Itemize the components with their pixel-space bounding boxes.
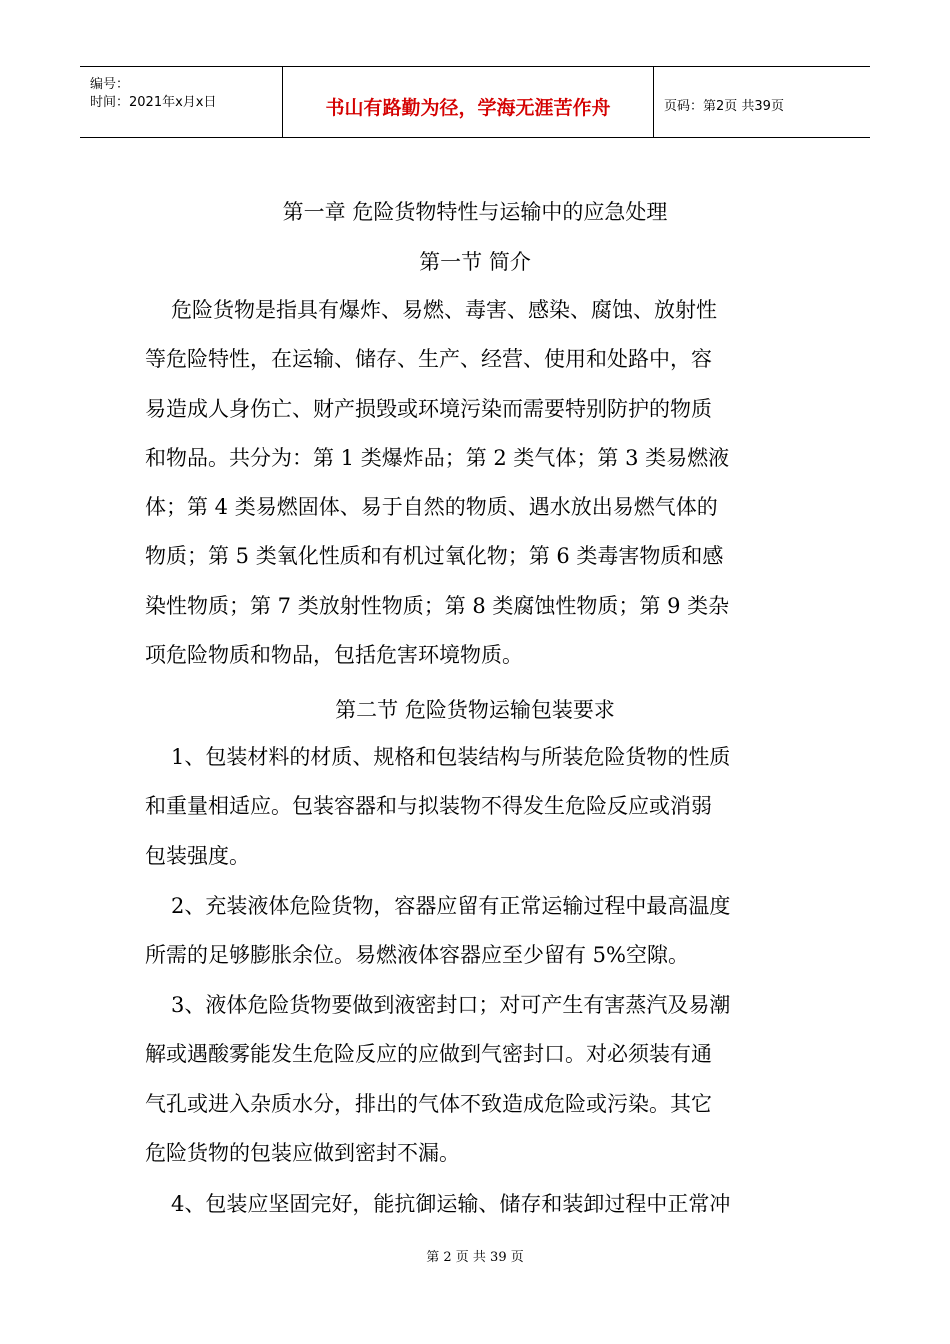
paragraph-line: 项危险物质和物品，包括危害环境物质。 [145, 643, 523, 668]
document-time-label: 时间：2021年x月x日 [90, 95, 217, 110]
header-info-cell [80, 67, 283, 137]
paragraph-line: 包装强度。 [145, 843, 250, 868]
paragraph-line: 等危险特性，在运输、储存、生产、经营、使用和处路中，容 [145, 347, 712, 372]
paragraph-line: 1、包装材料的材质、规格和包装结构与所装危险货物的性质 [171, 745, 731, 769]
section1-paragraph [145, 286, 805, 680]
paragraph-line: 2、充装液体危险货物，容器应留有正常运输过程中最高温度 [171, 894, 731, 918]
header-motto-cell [283, 67, 654, 137]
page-header [80, 66, 870, 138]
paragraph-line: 气孔或进入杂质水分，排出的气体不致造成危险或污染。其它 [145, 1091, 712, 1116]
requirement-item-3 [145, 981, 805, 1178]
section2-title: 第二节 危险货物运输包装要求 [335, 698, 615, 722]
requirement-item-2 [145, 882, 805, 981]
requirement-item-1 [145, 733, 805, 881]
document-number-label: 编号： [90, 77, 130, 92]
header-page-cell [654, 67, 870, 137]
section1-title: 第一节 简介 [419, 250, 531, 274]
paragraph-line: 危险货物的包装应做到密封不漏。 [145, 1140, 460, 1165]
requirement-item-4 [145, 1180, 805, 1229]
paragraph-line: 易造成人身伤亡、财产损毁或环境污染而需要特别防护的物质 [145, 396, 712, 421]
paragraph-line: 和重量相适应。包装容器和与拟装物不得发生危险反应或消弱 [145, 794, 712, 819]
paragraph-line: 3、液体危险货物要做到液密封口；对可产生有害蒸汽及易潮 [171, 993, 731, 1017]
paragraph-line: 物质；第 5 类氧化性质和有机过氧化物；第 6 类毒害物质和感 [145, 544, 724, 569]
paragraph-line: 解或遇酸雾能发生危险反应的应做到气密封口。对必须装有通 [145, 1042, 712, 1067]
paragraph-line: 和物品。共分为：第 1 类爆炸品；第 2 类气体；第 3 类易燃液 [145, 445, 730, 470]
paragraph-line: 所需的足够膨胀余位。易燃液体容器应至少留有 5%空隙。 [145, 943, 689, 968]
paragraph-line: 体；第 4 类易燃固体、易于自然的物质、遇水放出易燃气体的 [145, 495, 718, 520]
header-page-number: 页码：第2页 共39页 [664, 99, 784, 114]
paragraph-line: 染性物质；第 7 类放射性物质；第 8 类腐蚀性物质；第 9 类杂 [145, 593, 730, 618]
header-motto: 书山有路勤为径，学海无涯苦作舟 [325, 97, 611, 119]
chapter-title: 第一章 危险货物特性与运输中的应急处理 [282, 200, 668, 224]
paragraph-line: 危险货物是指具有爆炸、易燃、毒害、感染、腐蚀、放射性 [171, 298, 717, 322]
paragraph-line: 4、包装应坚固完好，能抗御运输、储存和装卸过程中正常冲 [171, 1192, 731, 1216]
page-footer: 第 2 页 共 39 页 [426, 1250, 524, 1265]
